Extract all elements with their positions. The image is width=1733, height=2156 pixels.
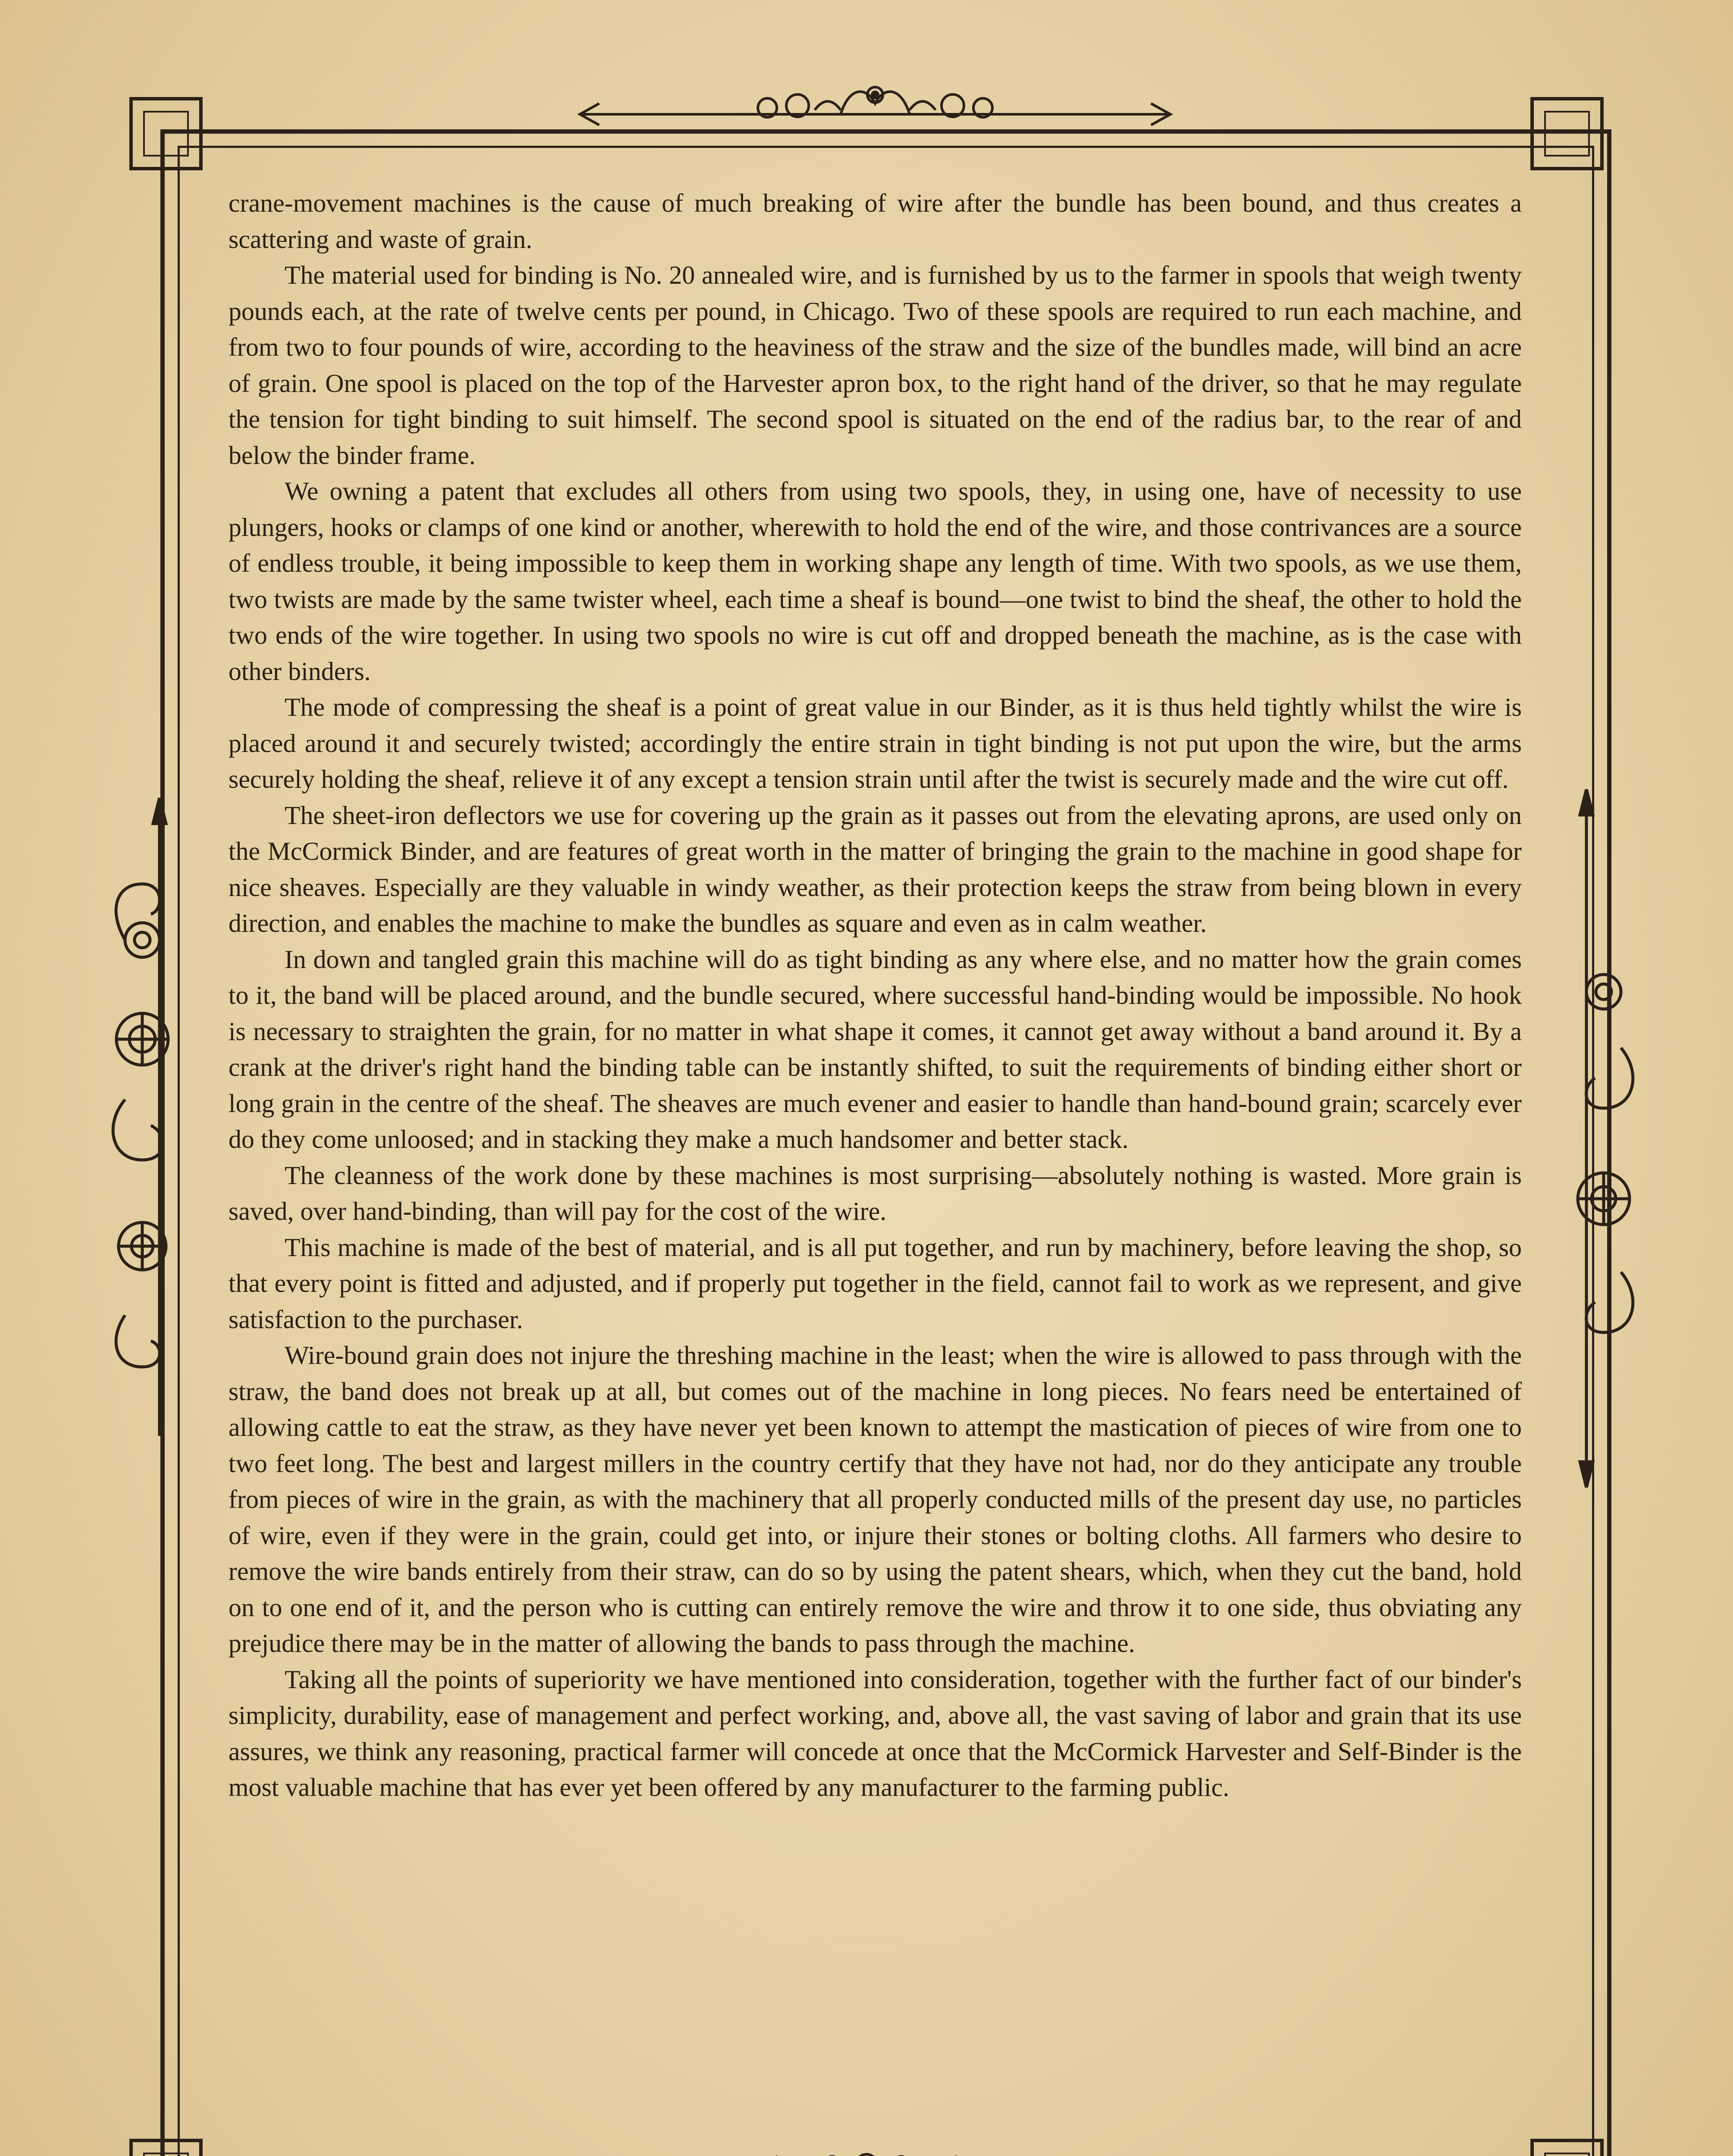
paragraph: The cleanness of the work done by these machines is most surprising—absolutely nothing is wasted. More grain is saved, over hand-binding, than will pay for the cost of the wire.: [228, 1161, 1522, 1225]
right-side-filigree: [1569, 789, 1647, 1488]
paragraph: In down and tangled grain this machine will do as tight binding as any where else, and no matter how the grain comes to it, the band will be placed around, and the bundle secured, where successful hand-binding would be impossible. No hook is necessary to straighten the grain, for no matter in what shape it comes, it cannot get away without a band around it. By a crank at the driver's right hand the binding table can be instantly shifted, to suit the requirements of binding either short or long grain in the centre of the sheaf. The sheaves are much evener and easier to handle than hand-bound grain; scarcely ever do they come unloosed; and in stacking they make a much handsomer and better stack.: [228, 945, 1522, 1153]
bottom-scroll-ornament: [767, 2143, 966, 2156]
paragraph: Wire-bound grain does not injure the threshing machine in the least; when the wire is allowed to pass through with the straw, the band does not break up at all, but comes out of the machine in long pieces. No fears need be entertained of allowing cattle to eat the straw, as they have never yet been known to attempt the mastication of pieces of wire from one to two feet long. The best and largest millers in the country certify that they have not had, nor do they anticipate any trouble from pieces of wire in the grain, as with the machinery that all properly conducted mills of the present day use, no particles of wire, even if they were in the grain, could get into, or injure their stones or bolting cloths. All farmers who desire to remove the wire bands entirely from their straw, can do so by using the patent shears, which, when they cut the band, hold on to one end of it, and the person who is cutting can entirely remove the wire and throw it to one side, thus obviating any prejudice there may be in the matter of allowing the bands to pass through the machine.: [228, 1341, 1522, 1658]
top-scroll-ornament: [573, 78, 1177, 134]
paragraph: This machine is made of the best of material, and is all put together, and run by machinery, before leaving the shop, so that every point is fitted and adjusted, and if properly put together in the field, cannot fail to work as we represent, and give satisfaction to the purchaser.: [228, 1233, 1522, 1334]
paragraph: The sheet-iron deflectors we use for covering up the grain as it passes out from the elevating aprons, are used only on the McCormick Binder, and are features of great worth in the matter of bringing the grain to the machine in good shape for nice sheaves. Especially are they valuable in windy weather, as their protection keeps the straw from being blown in every direction, and enables the machine to make the bundles as square and even as in calm weather.: [228, 801, 1522, 937]
paragraph: crane-movement machines is the cause of much breaking of wire after the bundle has been bound, and thus creates a scattering and waste of grain.: [228, 189, 1522, 254]
paragraph: The mode of compressing the sheaf is a point of great value in our Binder, as it is thus held tightly whilst the wire is placed around it and securely twisted; accordingly the entire strain in tight binding is not put upon the wire, but the arms securely holding the sheaf, relieve it of any except a tension strain until after the twist is securely made and the wire cut off.: [228, 693, 1522, 793]
left-side-filigree: [99, 798, 177, 1436]
corner-ornament-bottom-right: [1530, 2139, 1604, 2156]
corner-ornament-bottom-left: [129, 2139, 203, 2156]
corner-ornament-top-left: [129, 97, 203, 170]
paragraph: The material used for binding is No. 20 annealed wire, and is furnished by us to the farmer in spools that weigh twenty pounds each, at the rate of twelve cents per pound, in Chicago. Two of these spools are required to run each machine, and from two to four pounds of wire, according to the heaviness of the straw and the size of the bundles made, will bind an acre of grain. One spool is placed on the top of the Harvester apron box, to the right hand of the driver, so that he may regulate the tension for tight binding to suit himself. The second spool is situated on the end of the radius bar, to the rear of and below the binder frame.: [228, 261, 1522, 470]
paragraph: Taking all the points of superiority we have mentioned into consideration, together with the further fact of our binder's simplicity, durability, ease of management and perfect working, and, above all, the vast saving of labor and grain that its use assures, we think any reasoning, practical farmer will concede at once that the McCormick Harvester and Self-Binder is the most valuable machine that has ever yet been offered by any manufacturer to the farming public.: [228, 1665, 1522, 1802]
paragraph: We owning a patent that excludes all others from using two spools, they, in using one, have of necessity to use plungers, hooks or clamps of one kind or another, wherewith to hold the end of the wire, and those contrivances are a source of endless trouble, it being impossible to keep them in working shape any length of time. With two spools, as we use them, two twists are made by the same twister wheel, each time a sheaf is bound—one twist to bind the sheaf, the other to hold the two ends of the wire together. In using two spools no wire is cut off and dropped beneath the machine, as is the case with other binders.: [228, 477, 1522, 686]
article-body: [228, 185, 1522, 1806]
corner-ornament-top-right: [1530, 97, 1604, 170]
